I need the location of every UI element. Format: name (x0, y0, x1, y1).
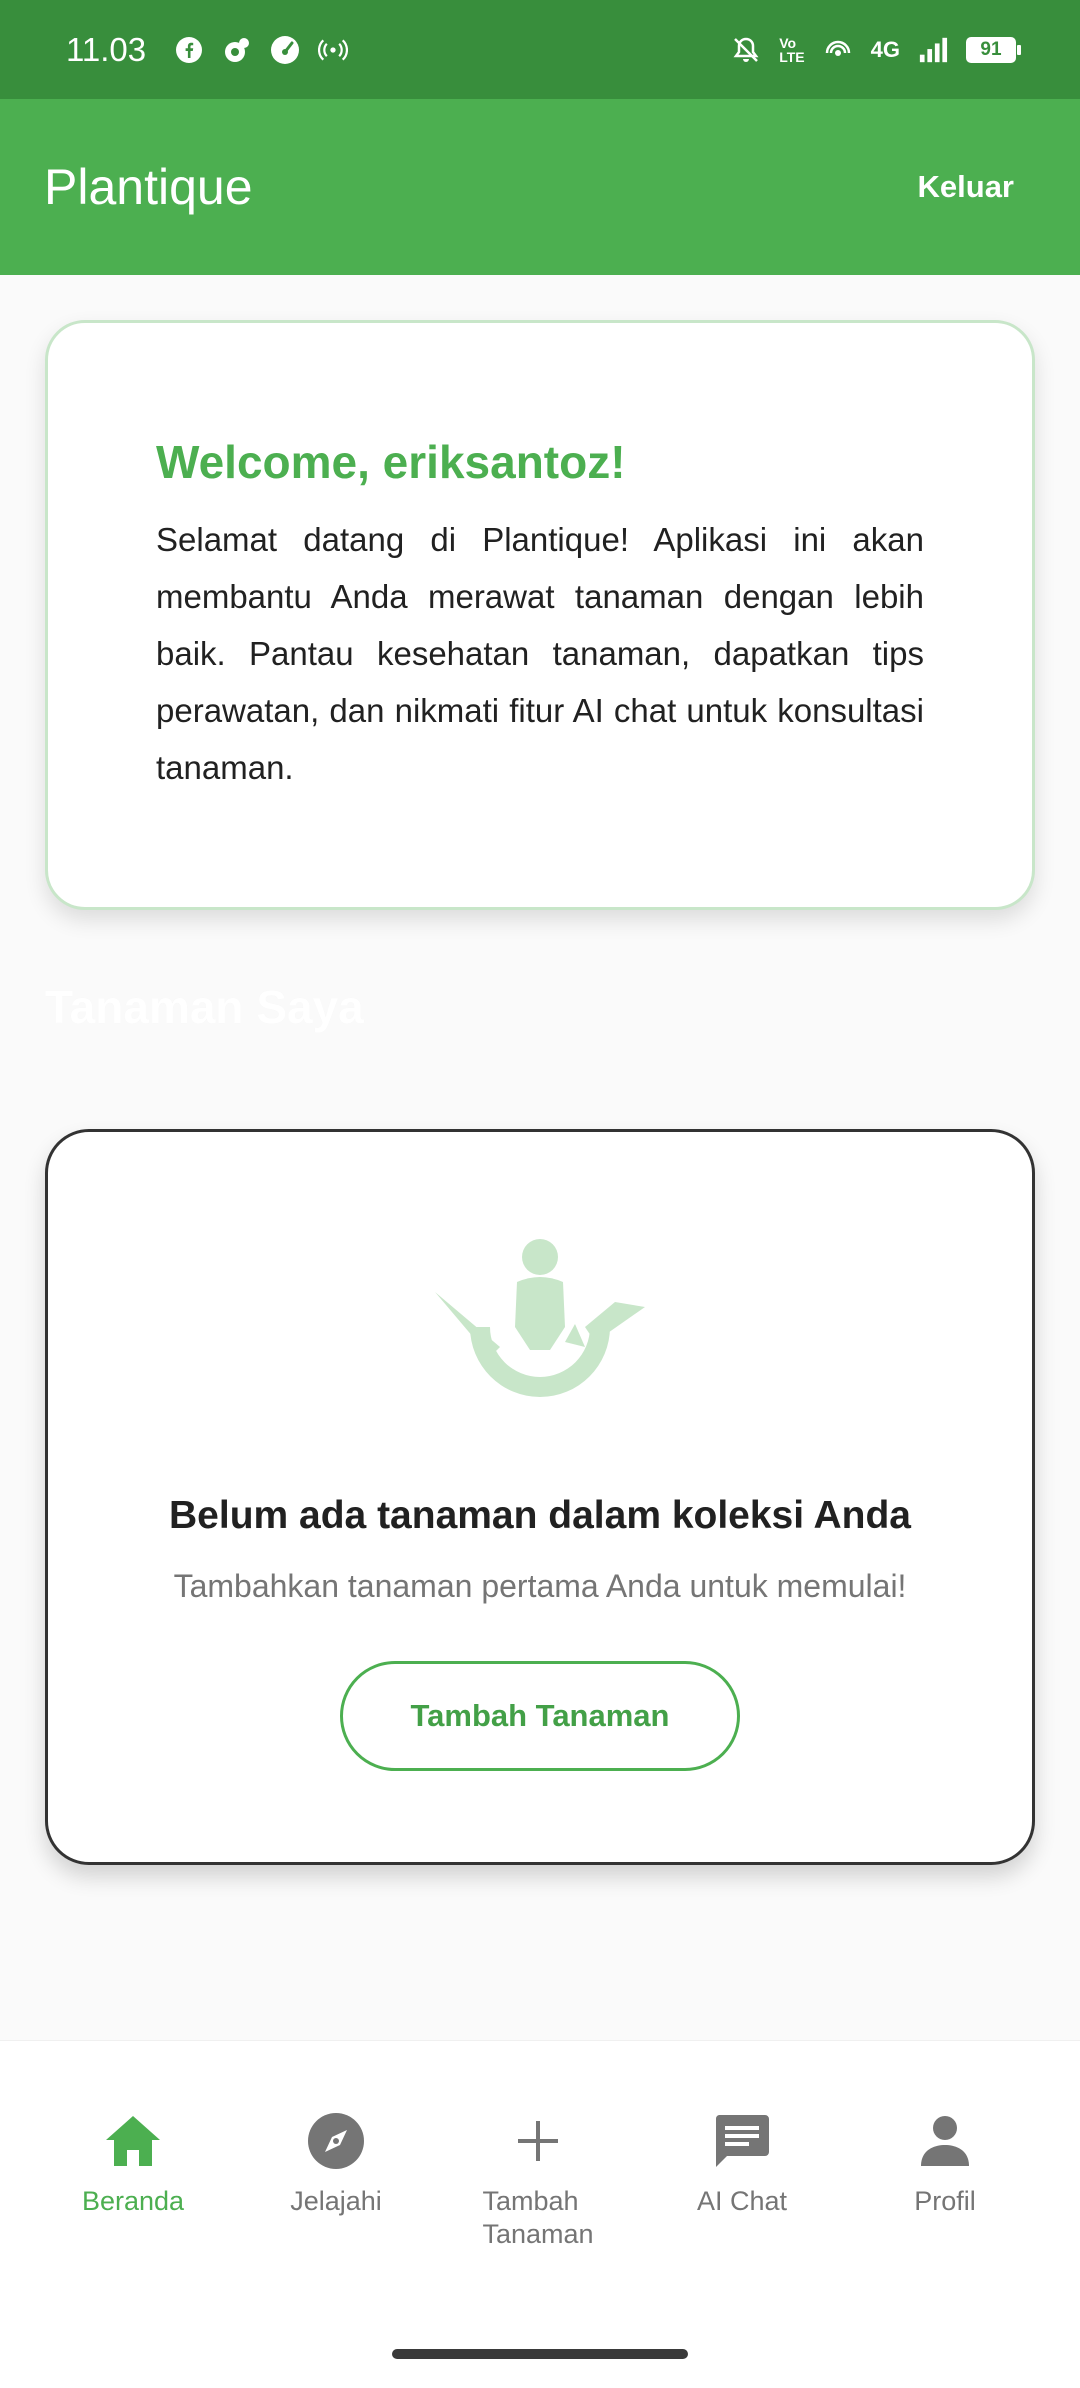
plant-illustration-icon (435, 1232, 645, 1412)
nav-label-tambah-tanaman: Tambah Tanaman (482, 2186, 594, 2249)
facebook-icon (174, 35, 204, 65)
battery-icon: 91 (966, 37, 1016, 63)
section-title: Tanaman Saya (45, 981, 364, 1033)
status-bar (0, 0, 1080, 99)
app-notification-icon (222, 35, 252, 65)
nav-item-beranda[interactable] (33, 2109, 233, 2218)
welcome-text: Selamat datang di Plantique! Aplikasi ini akan membantu Anda merawat tanaman dengan lebih baik. Pantau kesehatan tanaman, dapatkan tips perawatan, dan nikmati fitur AI chat untuk konsultasi tanaman. (156, 521, 924, 786)
app-bar (0, 99, 1080, 275)
nav-label-beranda: Beranda (81, 2186, 185, 2216)
speedometer-icon (270, 35, 300, 65)
nav-label-profil: Profil (914, 2186, 976, 2216)
compass-icon (304, 2109, 368, 2173)
nav-item-profil[interactable] (845, 2109, 1045, 2218)
empty-state-card (45, 1129, 1035, 1865)
network-type: 4G (870, 36, 900, 62)
status-right (731, 35, 1016, 65)
wifi-calling-icon (823, 35, 853, 65)
chat-icon (710, 2109, 774, 2173)
add-plant-button[interactable]: Tambah Tanaman (340, 1661, 740, 1771)
welcome-title: Welcome, eriksantoz! (156, 436, 626, 488)
bottom-nav (0, 2041, 1080, 2388)
volte-indicator: Vo LTE (779, 34, 805, 65)
empty-state-subtitle: Tambahkan tanaman pertama Anda untuk memulai! (173, 1568, 907, 1604)
status-left (66, 31, 348, 69)
person-icon (913, 2109, 977, 2173)
app-title: Plantique (44, 159, 253, 215)
nav-item-jelajahi[interactable] (236, 2109, 436, 2218)
status-time: 11.03 (66, 30, 147, 68)
plus-icon (506, 2109, 570, 2173)
hotspot-icon (318, 35, 348, 65)
nav-item-tambah-tanaman[interactable] (438, 2109, 638, 2251)
home-icon (101, 2109, 165, 2173)
home-indicator[interactable] (392, 2349, 688, 2359)
logout-button[interactable]: Keluar (917, 169, 1014, 204)
nav-item-ai-chat[interactable] (642, 2109, 842, 2218)
bell-off-icon (731, 35, 761, 65)
welcome-card (45, 320, 1035, 910)
nav-label-jelajahi: Jelajahi (290, 2186, 382, 2216)
signal-icon (918, 35, 948, 65)
empty-state-title: Belum ada tanaman dalam koleksi Anda (169, 1494, 911, 1537)
nav-label-ai-chat: AI Chat (696, 2186, 788, 2216)
